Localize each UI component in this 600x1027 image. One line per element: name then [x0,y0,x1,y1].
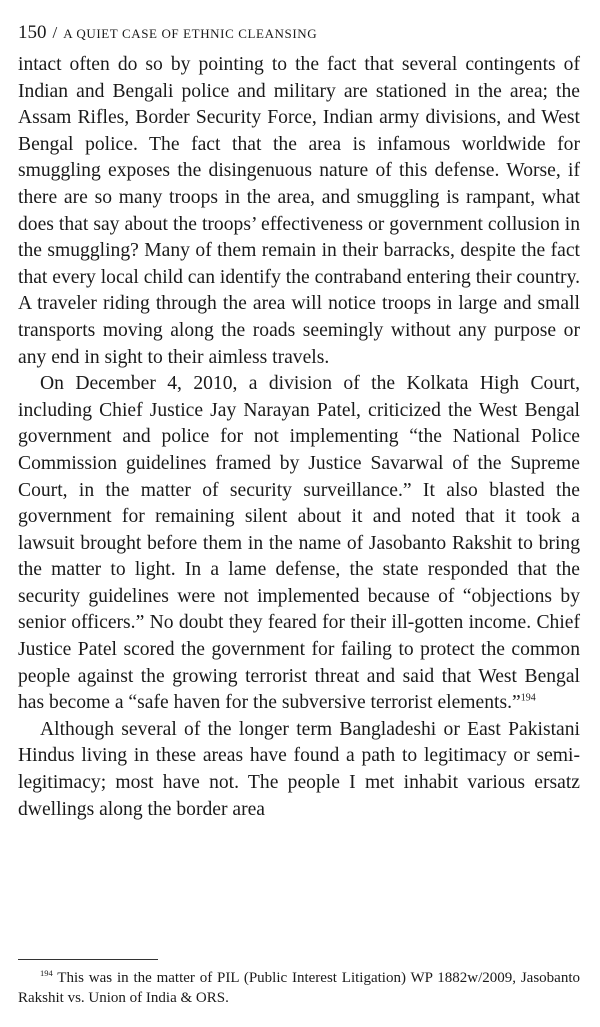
footnote [18,968,580,1008]
running-head [18,22,580,45]
header-separator: / [52,23,58,42]
paragraph-text: Although several of the longer term Bangladeshi or East Pakistani Hindus living in these areas have found a path to legitimacy or semi-legitimacy; most have not. The people I met inhabit various ersatz dwellings along the border area [18,718,580,820]
book-page [18,22,580,823]
paragraph [18,52,580,371]
body-text [18,52,580,823]
page-number: 150 [18,22,47,43]
paragraph [18,717,580,823]
footnote-reference[interactable]: 194 [520,692,536,704]
footnote-divider [18,959,158,960]
paragraph-text: intact often do so by pointing to the fact that several contingents of Indian and Bengali police and military are stationed in the area; the Assam Rifles, Border Security Force, Indian army divisions, and West Bengal police. The fact that the area is infamous worldwide for smuggling exposes the disingenuous nature of this defense. Worse, if there are so many troops in the area, and smuggling is rampant, what does that say about the troops’ effectiveness or government collusion in the smuggling? Many of them remain in their barracks, despite the fact that every local child can identify the contraband entering their country. A traveler riding through the area will notice troops in large and small transports moving along the roads seemingly without any purpose or any end in sight to their aimless travels. [18,54,580,368]
footnote-text: This was in the matter of PIL (Public Interest Litigation) WP 1882w/2009, Jasobanto Rakshit vs. Union of India & ORS. [18,970,580,1006]
paragraph [18,371,580,717]
footnote-number: 194 [40,968,53,978]
book-title: A QUIET CASE OF ETHNIC CLEANSING [63,26,318,41]
paragraph-text: On December 4, 2010, a division of the Kolkata High Court, including Chief Justice Jay Narayan Patel, criticized the West Bengal government and police for not implementing “the National Police Commission guidelines framed by Justice Savarwal of the Supreme Court, in the matter of security surveillance.” It also blasted the government for remaining silent about it and noted that it took a lawsuit brought before them in the name of Jasobanto Rakshit to bring the matter to light. In a lame defense, the state responded that the security guidelines were not implemented because of “objections by senior officers.” No doubt they feared for their ill-gotten income. Chief Justice Patel scored the government for failing to protect the common people against the growing terrorist threat and said that West Bengal has become a “safe haven for the subversive terrorist elements.” [18,373,580,714]
